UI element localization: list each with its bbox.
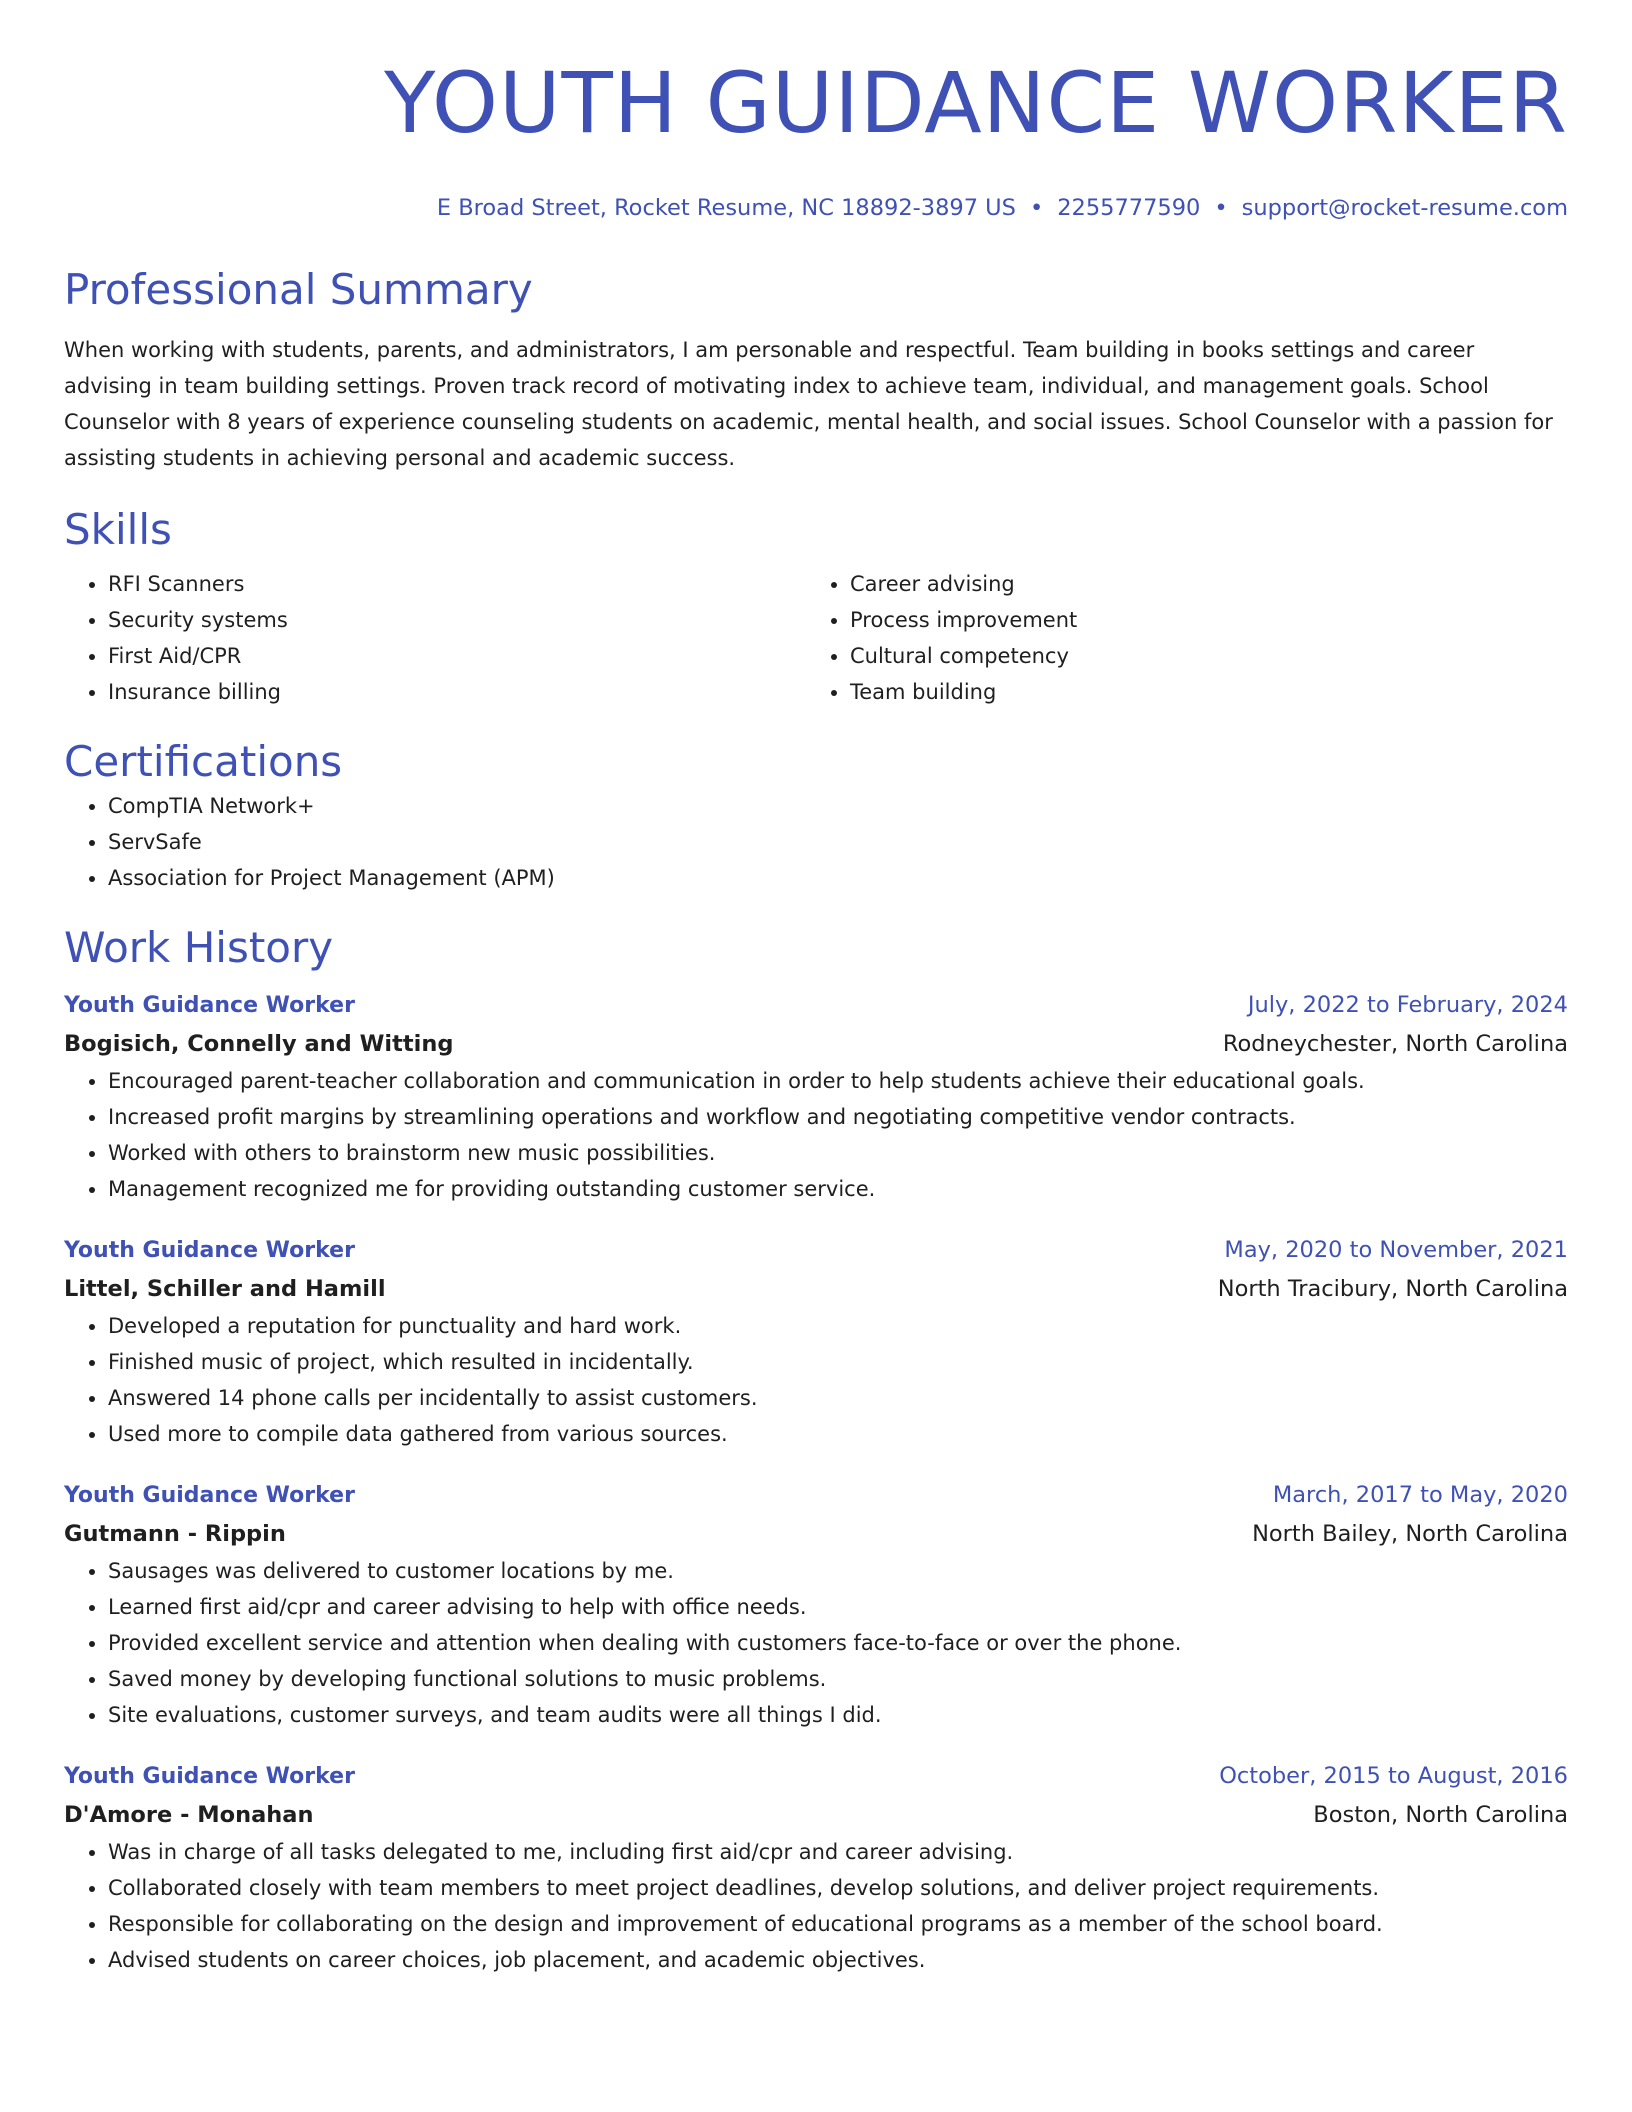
- job-title: Youth Guidance Worker: [64, 993, 355, 1018]
- skill-item: • RFI Scanners: [108, 566, 806, 602]
- contact-address: E Broad Street, Rocket Resume, NC 18892-3897 US: [436, 195, 1016, 221]
- skill-item: • Security systems: [108, 602, 806, 638]
- skills-column-left: [64, 566, 806, 710]
- job-entry: [64, 1757, 1568, 1978]
- job-bullet-list: [64, 1553, 1568, 1733]
- job-header-row: [64, 1231, 1568, 1270]
- job-employer-row: [64, 1025, 1568, 1063]
- contact-phone: 2255777590: [1057, 195, 1201, 221]
- skills-list-right: [806, 566, 1548, 710]
- job-bullet: • Saved money by developing functional solutions to music problems.: [108, 1661, 1568, 1697]
- job-company: D'Amore - Monahan: [64, 1802, 314, 1828]
- section-title-skills: Skills: [64, 505, 172, 554]
- work-history-section: [64, 922, 1568, 1978]
- certification-item: • CompTIA Network+: [108, 788, 1568, 824]
- skills-grid: [64, 566, 1568, 710]
- job-bullet: • Sausages was delivered to customer locations by me.: [108, 1553, 1568, 1589]
- candidate-name: YOUTH GUIDANCE WORKER: [384, 54, 1568, 152]
- job-header-row: [64, 1476, 1568, 1515]
- job-bullet-list: [64, 1834, 1568, 1978]
- job-company: Littel, Schiller and Hamill: [64, 1276, 386, 1302]
- skills-section: [64, 504, 1568, 710]
- job-bullet: • Increased profit margins by streamlining operations and workflow and negotiating competitive vendor contracts.: [108, 1099, 1568, 1135]
- job-bullet: • Responsible for collaborating on the design and improvement of educational programs as a member of the school board.: [108, 1906, 1568, 1942]
- job-company: Gutmann - Rippin: [64, 1521, 286, 1547]
- section-title-summary: Professional Summary: [64, 265, 533, 314]
- job-title: Youth Guidance Worker: [64, 1483, 355, 1508]
- job-bullet: • Answered 14 phone calls per incidentally to assist customers.: [108, 1380, 1568, 1416]
- skills-list-left: [64, 566, 806, 710]
- section-title-work-history: Work History: [64, 923, 334, 972]
- job-bullet: • Learned first aid/cpr and career advising to help with office needs.: [108, 1589, 1568, 1625]
- job-dates: October, 2015 to August, 2016: [1219, 1763, 1568, 1789]
- job-bullet: • Management recognized me for providing outstanding customer service.: [108, 1171, 1568, 1207]
- contact-line: [64, 192, 1568, 224]
- resume-header: [64, 52, 1568, 224]
- contact-separator: •: [1214, 195, 1228, 221]
- job-employer-row: [64, 1270, 1568, 1308]
- job-title: Youth Guidance Worker: [64, 1238, 355, 1263]
- job-bullet: • Developed a reputation for punctuality and hard work.: [108, 1308, 1568, 1344]
- contact-email[interactable]: support@rocket-resume.com: [1241, 195, 1568, 221]
- job-dates: July, 2022 to February, 2024: [1247, 992, 1568, 1018]
- job-location: North Bailey, North Carolina: [1252, 1521, 1568, 1547]
- job-bullet: • Encouraged parent-teacher collaboration and communication in order to help students achieve their educational goals.: [108, 1063, 1568, 1099]
- skill-item: • First Aid/CPR: [108, 638, 806, 674]
- job-bullet-list: [64, 1308, 1568, 1452]
- certification-item: • ServSafe: [108, 824, 1568, 860]
- job-dates: May, 2020 to November, 2021: [1224, 1237, 1568, 1263]
- job-bullet: • Was in charge of all tasks delegated to me, including first aid/cpr and career advising.: [108, 1834, 1568, 1870]
- job-entry: [64, 1231, 1568, 1452]
- job-entry: [64, 986, 1568, 1207]
- job-location: North Tracibury, North Carolina: [1217, 1276, 1568, 1302]
- job-bullet: • Worked with others to brainstorm new music possibilities.: [108, 1135, 1568, 1171]
- skill-item: • Insurance billing: [108, 674, 806, 710]
- job-employer-row: [64, 1515, 1568, 1553]
- section-title-certifications: Certifications: [64, 737, 343, 786]
- job-location: Rodneychester, North Carolina: [1222, 1031, 1568, 1057]
- job-dates: March, 2017 to May, 2020: [1272, 1482, 1568, 1508]
- job-header-row: [64, 1757, 1568, 1796]
- job-bullet: • Collaborated closely with team members to meet project deadlines, develop solutions, and deliver project requirements.: [108, 1870, 1568, 1906]
- skill-item: • Career advising: [850, 566, 1548, 602]
- job-bullet: • Finished music of project, which resulted in incidentally.: [108, 1344, 1568, 1380]
- job-header-row: [64, 986, 1568, 1025]
- job-bullet: • Used more to compile data gathered from various sources.: [108, 1416, 1568, 1452]
- certifications-list: [64, 788, 1568, 896]
- professional-summary-section: [64, 264, 1568, 476]
- job-location: Boston, North Carolina: [1313, 1802, 1568, 1828]
- certification-item: • Association for Project Management (APM): [108, 860, 1568, 896]
- skill-item: • Team building: [850, 674, 1548, 710]
- certifications-section: [64, 736, 1568, 896]
- summary-text: When working with students, parents, and administrators, I am personable and respectful. Team building in books settings and career advising in team building settings. Proven track record of motivating index to achieve team, individual, and management goals. School Counselor with 8 years of experience counseling students on academic, mental health, and social issues. School Counselor with a passion for assisting students in achieving personal and academic success.: [64, 338, 1553, 470]
- skill-item: • Cultural competency: [850, 638, 1548, 674]
- skills-column-right: [806, 566, 1548, 710]
- contact-separator: •: [1029, 195, 1044, 221]
- skill-item: • Process improvement: [850, 602, 1548, 638]
- job-bullet-list: [64, 1063, 1568, 1207]
- job-title: Youth Guidance Worker: [64, 1764, 355, 1789]
- job-bullet: • Site evaluations, customer surveys, and team audits were all things I did.: [108, 1697, 1568, 1733]
- job-company: Bogisich, Connelly and Witting: [64, 1031, 454, 1057]
- job-entry: [64, 1476, 1568, 1733]
- job-employer-row: [64, 1796, 1568, 1834]
- job-bullet: • Advised students on career choices, job placement, and academic objectives.: [108, 1942, 1568, 1978]
- job-bullet: • Provided excellent service and attention when dealing with customers face-to-face or over the phone.: [108, 1625, 1568, 1661]
